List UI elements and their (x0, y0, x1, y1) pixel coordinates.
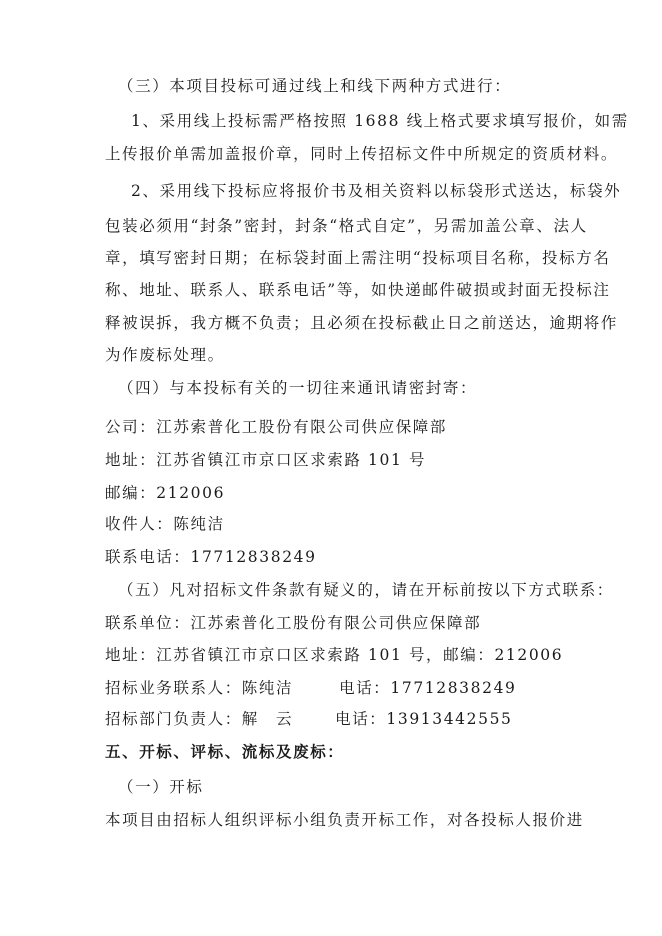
address-line: 地址：江苏省镇江市京口区求索路 101 号 (105, 451, 427, 469)
dept-head-line (105, 709, 513, 729)
section-3-heading: （三）本项目投标可通过线上和线下两种方式进行： (118, 77, 512, 95)
item-2-line-4: 称、地址、联系人、联系电话”等，如快递邮件破损或封面无投标注 (105, 281, 611, 299)
item-1-line-2: 上传报价单需加盖报价章，同时上传招标文件中所规定的资质材料。 (105, 145, 619, 163)
business-contact-line (105, 678, 517, 698)
opening-subheading: （一）开标 (118, 778, 204, 796)
opening-text: 本项目由招标人组织评标小组负责开标工作，对各投标人报价进 (105, 811, 584, 829)
business-contact-phone: 电话：17712838249 (339, 679, 517, 697)
item-2-line-5: 释被误拆，我方概不负责；且必须在投标截止日之前送达，逾期将作 (105, 314, 619, 332)
dept-head-phone: 电话：13913442555 (335, 710, 513, 728)
phone-line: 联系电话：17712838249 (105, 548, 317, 566)
item-1-line-1: 1、采用线上投标需严格按照 1688 线上格式要求填写报价，如需 (131, 112, 629, 130)
contact-unit-line: 联系单位：江苏索普化工股份有限公司供应保障部 (105, 614, 482, 632)
item-2-line-2: 包装必须用“封条”密封，封条“格式自定”，另需加盖公章、法人 (105, 217, 588, 235)
company-line: 公司：江苏索普化工股份有限公司供应保障部 (105, 418, 448, 436)
item-2-line-6: 为作废标处理。 (105, 346, 225, 364)
dept-head-name: 招标部门负责人：解 云 (105, 710, 294, 728)
recipient-line: 收件人：陈纯洁 (105, 515, 225, 533)
section-5-heading: （五）凡对招标文件条款有疑义的，请在开标前按以下方式联系： (118, 581, 614, 599)
business-contact-name: 招标业务联系人：陈纯洁 (105, 679, 294, 697)
postcode-line: 邮编：212006 (105, 484, 226, 502)
section-4-heading: （四）与本投标有关的一切往来通讯请密封寄： (118, 379, 478, 397)
item-2-line-3: 章，填写密封日期；在标袋封面上需注明“投标项目名称，投标方名 (105, 249, 611, 267)
chapter-5-heading: 五、开标、评标、流标及废标： (105, 742, 345, 761)
contact-address-line: 地址：江苏省镇江市京口区求索路 101 号，邮编：212006 (105, 646, 564, 664)
item-2-line-1: 2、采用线下投标应将报价书及相关资料以标袋形式送达，标袋外 (131, 182, 622, 200)
